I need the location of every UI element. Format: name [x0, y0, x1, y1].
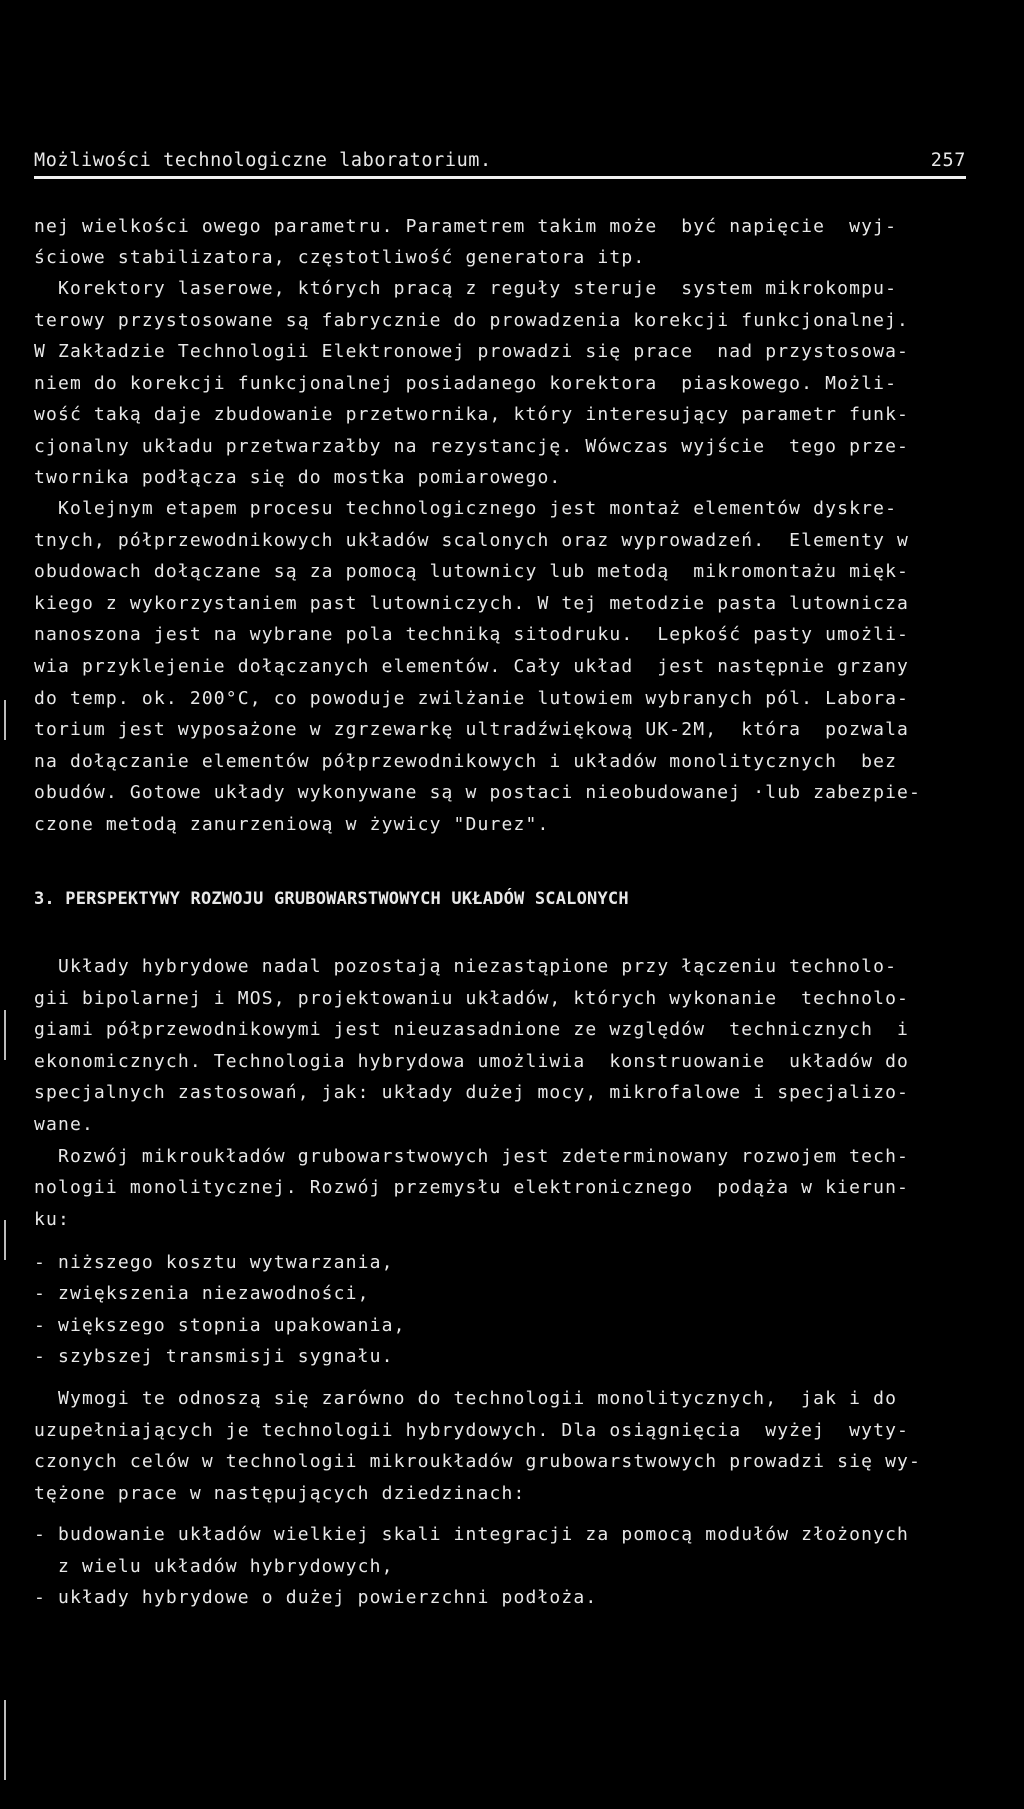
section-heading: 3. PERSPEKTYWY ROZWOJU GRUBOWARSTWOWYCH UKŁADÓW SCALONYCH — [34, 889, 629, 909]
text-line: tężone prace w następujących dziedzinach: — [34, 1483, 526, 1504]
text-line: terowy przystosowane są fabrycznie do prowadzenia korekcji funkcjonalnej. — [34, 310, 910, 331]
margin-mark — [4, 1010, 6, 1060]
text-line: czonych celów w technologii mikroukładów grubowarstwowych prowadzi się wy- — [34, 1451, 922, 1472]
text-line: specjalnych zastosowań, jak: układy dużej mocy, mikrofalowe i specjalizo- — [34, 1082, 910, 1103]
text-line: Układy hybrydowe nadal pozostają niezastąpione przy łączeniu technolo- — [34, 956, 898, 977]
text-line: Kolejnym etapem procesu technologicznego jest montaż elementów dyskre- — [34, 498, 898, 519]
margin-mark — [4, 1700, 6, 1780]
text-line: z wielu układów hybrydowych, — [34, 1556, 394, 1577]
header-rule — [34, 176, 966, 179]
text-line: gii bipolarnej i MOS, projektowaniu układów, których wykonanie technolo- — [34, 988, 910, 1009]
text-line: obudów. Gotowe układy wykonywane są w postaci nieobudowanej ·lub zabezpie- — [34, 782, 922, 803]
text-line: nologii monolitycznej. Rozwój przemysłu elektronicznego podąża w kierun- — [34, 1177, 910, 1198]
page-header — [34, 150, 966, 174]
text-line: do temp. ok. 200°C, co powoduje zwilżanie lutowiem wybranych pól. Labora- — [34, 688, 910, 709]
text-line: ekonomicznych. Technologia hybrydowa umożliwia konstruowanie układów do — [34, 1051, 910, 1072]
text-line: torium jest wyposażone w zgrzewarkę ultradźwiękową UK-2M, która pozwala — [34, 719, 910, 740]
text-line: wia przyklejenie dołączanych elementów. Cały układ jest następnie grzany — [34, 656, 910, 677]
text-line: - większego stopnia upakowania, — [34, 1315, 406, 1336]
text-line: wość taką daje zbudowanie przetwornika, który interesujący parametr funk- — [34, 404, 910, 425]
text-line: kiego z wykorzystaniem past lutowniczych. W tej metodzie pasta lutownicza — [34, 593, 910, 614]
header-title: Możliwości technologiczne laboratorium. — [34, 150, 492, 171]
text-line: - budowanie układów wielkiej skali integracji za pomocą modułów złożonych — [34, 1524, 910, 1545]
text-line: - układy hybrydowe o dużej powierzchni podłoża. — [34, 1587, 598, 1608]
text-line: giami półprzewodnikowymi jest nieuzasadnione ze względów technicznych i — [34, 1019, 910, 1040]
margin-mark — [4, 1220, 6, 1260]
page-number: 257 — [930, 150, 966, 171]
text-line: tnych, półprzewodnikowych układów scalonych oraz wyprowadzeń. Elementy w — [34, 530, 910, 551]
text-line: na dołączanie elementów półprzewodnikowych i układów monolitycznych bez — [34, 751, 898, 772]
text-line: W Zakładzie Technologii Elektronowej prowadzi się prace nad przystosowa- — [34, 341, 910, 362]
text-line: nanoszona jest na wybrane pola techniką sitodruku. Lepkość pasty umożli- — [34, 624, 910, 645]
text-line: nej wielkości owego parametru. Parametrem takim może być napięcie wyj- — [34, 216, 898, 237]
text-line: Korektory laserowe, których pracą z reguły steruje system mikrokompu- — [34, 278, 898, 299]
text-line: czone metodą zanurzeniową w żywicy "Durez". — [34, 814, 550, 835]
text-line: Rozwój mikroukładów grubowarstwowych jest zdeterminowany rozwojem tech- — [34, 1146, 910, 1167]
margin-mark — [4, 700, 6, 740]
text-line: - szybszej transmisji sygnału. — [34, 1346, 394, 1367]
text-line: - niższego kosztu wytwarzania, — [34, 1252, 394, 1273]
text-line: Wymogi te odnoszą się zarówno do technologii monolitycznych, jak i do — [34, 1388, 898, 1409]
text-line: wane. — [34, 1114, 94, 1135]
text-line: obudowach dołączane są za pomocą lutownicy lub metodą mikromontażu mięk- — [34, 561, 910, 582]
text-line: twornika podłącza się do mostka pomiarowego. — [34, 467, 562, 488]
text-line: cjonalny układu przetwarzałby na rezystancję. Wówczas wyjście tego prze- — [34, 436, 910, 457]
text-line: - zwiększenia niezawodności, — [34, 1283, 370, 1304]
text-line: niem do korekcji funkcjonalnej posiadanego korektora piaskowego. Możli- — [34, 373, 898, 394]
text-line: uzupełniających je technologii hybrydowych. Dla osiągnięcia wyżej wyty- — [34, 1420, 910, 1441]
text-line: ku: — [34, 1209, 70, 1230]
text-line: ściowe stabilizatora, częstotliwość generatora itp. — [34, 247, 646, 268]
